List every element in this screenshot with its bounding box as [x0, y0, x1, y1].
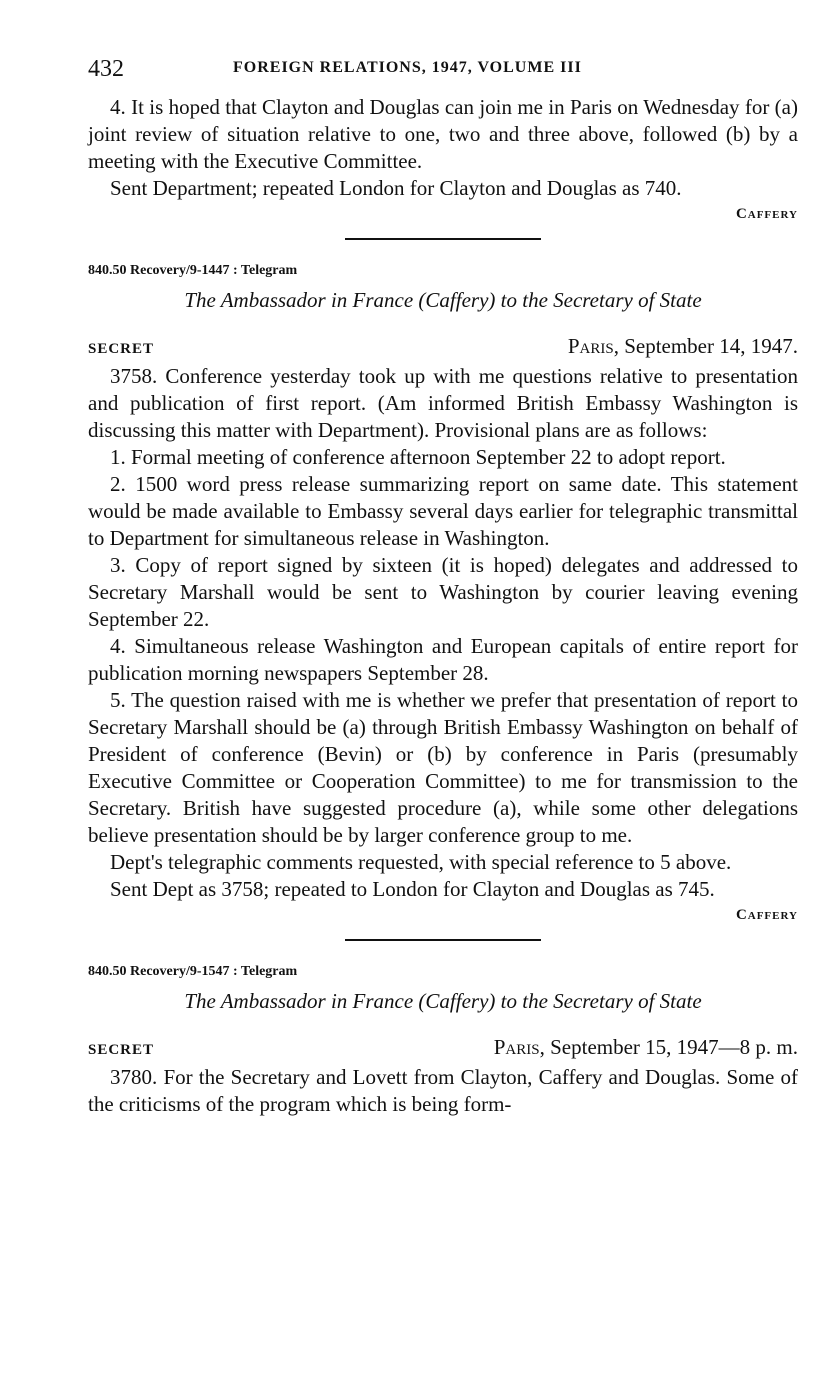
paragraph: 4. It is hoped that Clayton and Douglas can join me in Paris on Wednesday for (a) joint review of situation relative to one, two and three above, followed (b) by a meeting with the Executive Committee.: [88, 95, 798, 173]
dateline: [568, 332, 798, 360]
list-item: 2. 1500 word press release summarizing report on same date. This statement would be made available to Embassy several days earlier for telegraphic transmittal to Department for simultaneous release in Washington.: [88, 472, 798, 550]
paragraph: 3758. Conference yesterday took up with me questions relative to presentation and publication of first report. (Am informed British Embassy Washington is discussing this matter with Department). Provisional plans are as follows:: [88, 364, 798, 442]
running-head: [88, 52, 798, 86]
document-page: [88, 52, 798, 1118]
section-divider: [345, 939, 541, 941]
dateline-date: , September 14, 1947.: [613, 334, 798, 358]
telegram-september-14: [88, 260, 798, 927]
classification-label: SECRET: [88, 341, 155, 357]
dateline-date: , September 15, 1947—8 p. m.: [539, 1035, 798, 1059]
file-reference: 840.50 Recovery/9-1447 : Telegram: [88, 263, 298, 278]
page-number: 432: [88, 56, 124, 82]
running-head-title: FOREIGN RELATIONS, 1947, VOLUME III: [233, 59, 582, 76]
dateline-place: Paris: [567, 334, 614, 358]
dateline-place: Paris: [493, 1035, 540, 1059]
continued-telegram: [88, 94, 798, 226]
list-item: 3. Copy of report signed by sixteen (it is hoped) delegates and addressed to Secretary Marshall would be sent to Washington by courier leaving evening September 22.: [88, 553, 798, 631]
list-item: 5. The question raised with me is whether we prefer that presentation of report to Secretary Marshall should be (a) through British Embassy Washington on behalf of President of conference (Bevin) or (b) by conference in Paris (presumably Executive Committee or Cooperation Committee) to me for transmission to the Secretary. British have suggested procedure (a), while some other delegations believe presentation should be by larger conference group to me.: [88, 688, 798, 847]
paragraph: 3780. For the Secretary and Lovett from Clayton, Caffery and Douglas. Some of the criticisms of the program which is being form-: [88, 1065, 798, 1116]
file-reference: 840.50 Recovery/9-1547 : Telegram: [88, 964, 298, 979]
dateline-row: [88, 1033, 798, 1064]
paragraph: Dept's telegraphic comments requested, with special reference to 5 above.: [110, 850, 732, 874]
section-divider: [345, 238, 541, 240]
classification-label: SECRET: [88, 1042, 155, 1058]
paragraph: Sent Dept as 3758; repeated to London for Clayton and Douglas as 745.: [110, 877, 715, 901]
dateline: [494, 1033, 798, 1061]
signature: Caffery: [735, 206, 798, 222]
document-title: The Ambassador in France (Caffery) to the Secretary of State: [184, 989, 702, 1013]
list-item: 1. Formal meeting of conference afternoon September 22 to adopt report.: [110, 445, 726, 469]
telegram-september-15: [88, 961, 798, 1118]
document-title: The Ambassador in France (Caffery) to the Secretary of State: [184, 288, 702, 312]
paragraph: Sent Department; repeated London for Clayton and Douglas as 740.: [110, 176, 682, 200]
dateline-row: [88, 332, 798, 363]
signature: Caffery: [735, 907, 798, 923]
list-item: 4. Simultaneous release Washington and European capitals of entire report for publication morning newspapers September 28.: [88, 634, 798, 685]
